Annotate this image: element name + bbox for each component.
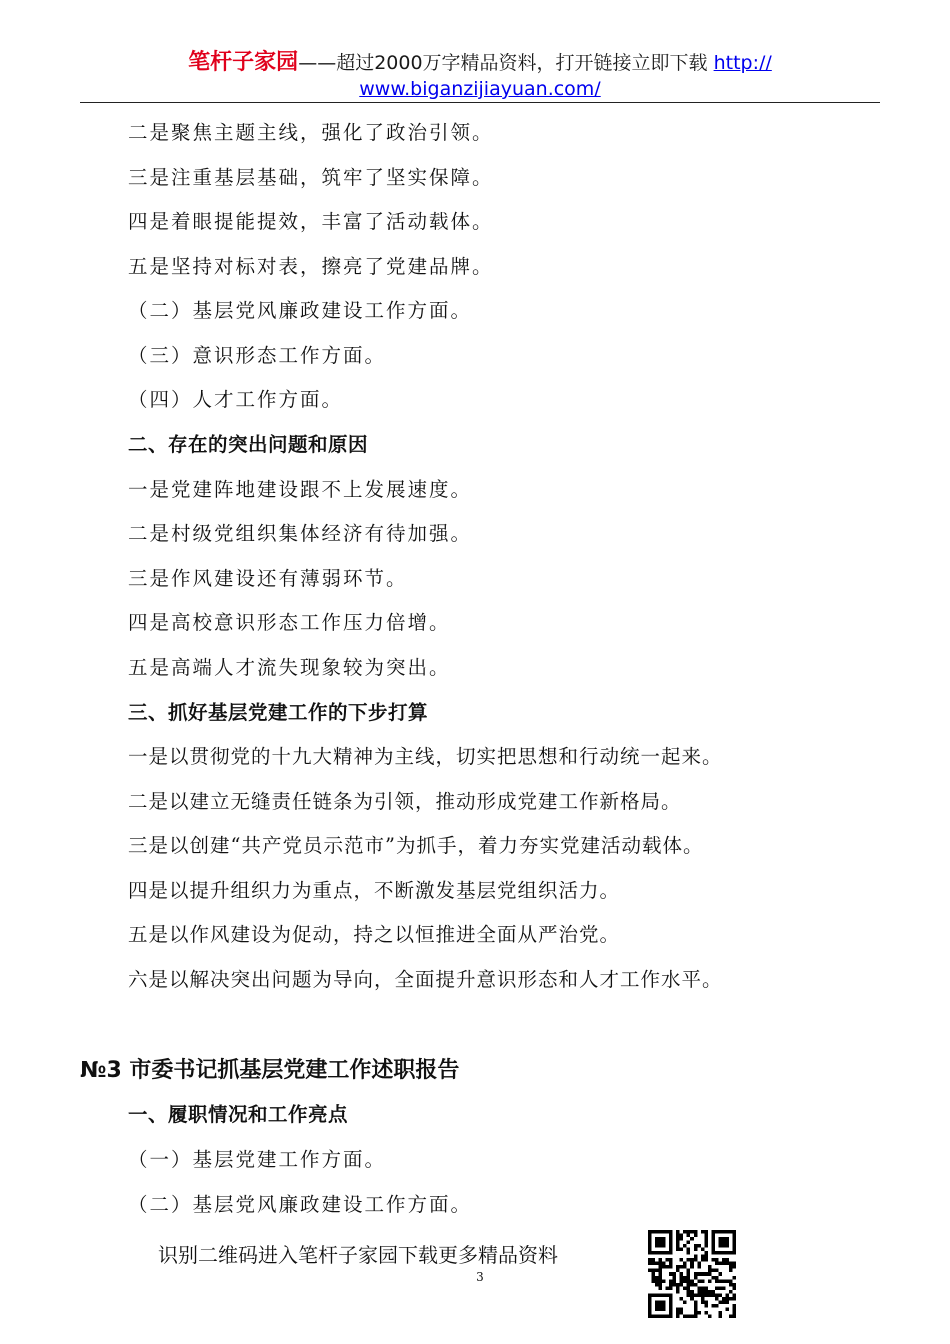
brand-name: 笔杆子家园 xyxy=(188,50,299,75)
section-heading: 二、存在的突出问题和原因 xyxy=(128,433,369,456)
header-line-2 xyxy=(80,76,880,102)
download-link-part2[interactable]: www.biganzijiayuan.com/ xyxy=(359,78,601,100)
page-header xyxy=(80,50,880,102)
header-divider xyxy=(80,102,880,103)
body-line: （三）意识形态工作方面。 xyxy=(128,344,387,367)
body-line: （一）基层党建工作方面。 xyxy=(128,1148,387,1171)
body-line: 六是以解决突出问题为导向，全面提升意识形态和人才工作水平。 xyxy=(128,968,723,991)
body-line: （二）基层党风廉政建设工作方面。 xyxy=(128,299,473,322)
body-line: 三是以创建“共产党员示范市”为抓手，着力夯实党建活动载体。 xyxy=(128,834,704,857)
footer-promo-text: 识别二维码进入笔杆子家园下载更多精品资料 xyxy=(158,1243,558,1267)
body-line: 四是以提升组织力为重点，不断激发基层党组织活力。 xyxy=(128,879,621,902)
qr-code-icon[interactable] xyxy=(648,1230,736,1318)
header-line-1 xyxy=(80,50,880,76)
body-line: 四是着眼提能提效，丰富了活动载体。 xyxy=(128,210,494,233)
body-line: 四是高校意识形态工作压力倍增。 xyxy=(128,611,451,634)
body-line: （二）基层党风廉政建设工作方面。 xyxy=(128,1193,473,1216)
body-line: （四）人才工作方面。 xyxy=(128,388,344,411)
body-line: 五是高端人才流失现象较为突出。 xyxy=(128,656,451,679)
page-number: 3 xyxy=(476,1270,484,1284)
body-line: 二是聚焦主题主线，强化了政治引领。 xyxy=(128,121,494,144)
body-line: 二是以建立无缝责任链条为引领，推动形成党建工作新格局。 xyxy=(128,790,682,813)
body-line: 五是坚持对标对表，擦亮了党建品牌。 xyxy=(128,255,494,278)
report-title: №3 市委书记抓基层党建工作述职报告 xyxy=(80,1058,460,1083)
header-tagline: ——超过2000万字精品资料，打开链接立即下载 xyxy=(298,52,708,74)
body-line: 五是以作风建设为促动，持之以恒推进全面从严治党。 xyxy=(128,923,621,946)
section-heading: 三、抓好基层党建工作的下步打算 xyxy=(128,701,429,724)
body-line: 三是注重基层基础，筑牢了坚实保障。 xyxy=(128,166,494,189)
body-line: 二是村级党组织集体经济有待加强。 xyxy=(128,522,473,545)
download-link-part1[interactable]: http:// xyxy=(713,52,772,74)
body-line: 一是党建阵地建设跟不上发展速度。 xyxy=(128,478,473,501)
body-line: 三是作风建设还有薄弱环节。 xyxy=(128,567,408,590)
section-heading: 一、履职情况和工作亮点 xyxy=(128,1103,349,1126)
body-line: 一是以贯彻党的十九大精神为主线，切实把思想和行动统一起来。 xyxy=(128,745,723,768)
